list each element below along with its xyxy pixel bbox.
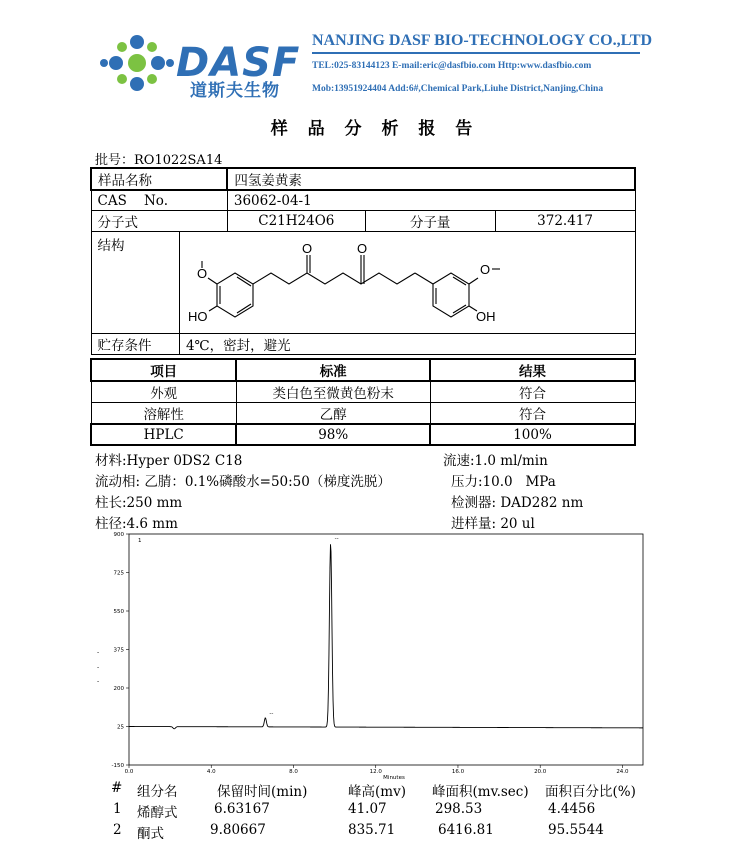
company-name: NANJING DASF BIO-TECHNOLOGY CO.,LTD xyxy=(312,32,640,54)
logo-dot xyxy=(147,42,157,52)
sample-name-value: 四氢姜黄素 xyxy=(227,168,635,190)
report-title: 样 品 分 析 报 告 xyxy=(270,119,480,139)
chromatogram xyxy=(95,527,655,782)
results-header-cell: 保留时间(min) xyxy=(217,784,308,800)
structure-label: 结构 xyxy=(91,232,179,334)
logo-dot xyxy=(128,54,146,72)
hydroxyl-right: OH xyxy=(475,308,496,324)
results-cell: 2 xyxy=(113,822,122,838)
table-cell: 乙醇 xyxy=(236,403,430,425)
carbonyl-o-1: O xyxy=(301,240,313,256)
dasf-logo xyxy=(92,28,182,98)
flow-rate: 流速:1.0 ml/min xyxy=(443,453,548,469)
col-header-item: 项目 xyxy=(91,359,236,381)
logo-dot xyxy=(166,59,174,67)
storage-label: 贮存条件 xyxy=(91,334,179,355)
x-tick-label: 0.0 xyxy=(124,769,134,775)
table-cell: 类白色至微黄色粉末 xyxy=(236,381,430,403)
sample-name-label: 样品名称 xyxy=(91,168,227,190)
y-axis-dash: - xyxy=(97,664,100,671)
table-row xyxy=(91,381,635,403)
results-header-cell: 组分名 xyxy=(137,784,178,800)
x-tick-label: 20.0 xyxy=(534,769,547,775)
results-header-cell: # xyxy=(111,780,123,796)
x-tick-label: 8.0 xyxy=(289,769,298,775)
column-material: 材料:Hyper 0DS2 C18 xyxy=(95,453,243,469)
formula-label: 分子式 xyxy=(91,211,227,232)
y-tick-label: 900 xyxy=(113,532,124,538)
test-results-table xyxy=(90,358,636,446)
carbonyl-o-2: O xyxy=(356,240,368,256)
results-header-cell: 面积百分比(%) xyxy=(545,784,636,800)
contact-line-1: TEL:025-83144123 E-mail:eric@dasfbio.com Http:www.dasfbio.com xyxy=(312,61,592,71)
results-cell: 95.5544 xyxy=(548,822,604,838)
table-cell: 100% xyxy=(430,424,635,445)
results-cell: 6416.81 xyxy=(438,822,494,838)
x-axis-label: Minutes xyxy=(383,775,405,781)
column-length: 柱长:250 mm xyxy=(95,495,183,511)
y-axis-dash: - xyxy=(97,649,100,656)
x-tick-label: 16.0 xyxy=(451,769,465,775)
logo-dot xyxy=(117,42,127,52)
results-cell: 298.53 xyxy=(435,801,483,817)
results-cell: 9.80667 xyxy=(210,822,266,838)
x-tick-label: 4.0 xyxy=(206,769,216,775)
logo-dot xyxy=(109,56,123,70)
methoxy-o-right: O xyxy=(479,261,491,277)
table-row xyxy=(91,168,635,190)
logo-dot xyxy=(117,74,127,84)
table-cell: 溶解性 xyxy=(91,403,236,425)
results-cell: 6.63167 xyxy=(214,801,270,817)
logo-dot xyxy=(130,35,144,49)
hydroxyl-left: HO xyxy=(187,308,208,324)
table-cell: 符合 xyxy=(430,381,635,403)
table-row xyxy=(91,190,635,211)
formula-value: C21H24O6 xyxy=(227,211,365,232)
table-row xyxy=(91,403,635,425)
y-tick-label: -150 xyxy=(111,763,124,769)
y-tick-label: 550 xyxy=(113,609,124,615)
table-cell: 外观 xyxy=(91,381,236,403)
y-tick-label: 375 xyxy=(113,647,124,654)
results-cell: 835.71 xyxy=(348,822,396,838)
mobile-phase: 流动相: 乙腈：0.1%磷酸水=50:50（梯度洗脱） xyxy=(95,474,391,490)
table-cell: 符合 xyxy=(430,403,635,425)
logo-dot xyxy=(147,74,157,84)
results-cell: 4.4456 xyxy=(548,801,596,817)
start-marker: 1 xyxy=(138,538,142,544)
logo-dot xyxy=(151,56,165,70)
brand-name-cn: 道斯夫生物 xyxy=(190,81,280,101)
cas-label: CAS No. xyxy=(91,190,227,211)
peak-label: -- xyxy=(334,535,339,542)
detector: 检测器: DAD282 nm xyxy=(451,495,584,511)
table-row xyxy=(91,232,635,334)
results-cell: 烯醇式 xyxy=(137,805,178,821)
methoxy-o-left: O xyxy=(196,265,208,281)
peak-label: -- xyxy=(269,710,274,717)
results-header-cell: 峰面积(mv.sec) xyxy=(432,784,529,800)
cas-value: 36062-04-1 xyxy=(227,190,635,211)
results-header-cell: 峰高(mv) xyxy=(348,784,406,800)
table-row xyxy=(91,334,635,355)
y-tick-label: 200 xyxy=(113,686,124,692)
plot-frame xyxy=(129,534,643,765)
y-tick-label: 25 xyxy=(117,724,124,731)
table-header-row xyxy=(91,359,635,381)
chemical-structure xyxy=(180,233,630,333)
batch-number: 批号：RO1022SA14 xyxy=(95,153,223,168)
sample-info-table xyxy=(90,167,636,355)
x-tick-label: 12.0 xyxy=(369,769,382,775)
y-axis-dash: - xyxy=(97,678,100,685)
results-cell: 酮式 xyxy=(137,826,164,842)
chromatogram-trace xyxy=(129,544,643,729)
table-cell: HPLC xyxy=(91,424,236,445)
table-cell: 98% xyxy=(236,424,430,445)
x-tick-label: 24.0 xyxy=(616,769,629,775)
storage-value: 4℃，密封，避光 xyxy=(179,334,635,355)
logo-dot xyxy=(100,59,108,67)
results-cell: 41.07 xyxy=(348,801,387,817)
col-header-standard: 标准 xyxy=(236,359,430,381)
mw-value: 372.417 xyxy=(495,211,635,232)
table-row xyxy=(91,211,635,232)
contact-line-2: Mob:13951924404 Add:6#,Chemical Park,Liuhe District,Nanjing,China xyxy=(312,84,604,94)
pressure: 压力:10.0 MPa xyxy=(451,474,556,490)
column-diameter: 柱径:4.6 mm xyxy=(95,516,178,532)
logo-dot xyxy=(130,77,144,91)
col-header-result: 结果 xyxy=(430,359,635,381)
y-tick-label: 725 xyxy=(113,570,124,577)
injection-volume: 进样量: 20 ul xyxy=(451,516,535,532)
structure-cell xyxy=(179,232,635,334)
mw-label: 分子量 xyxy=(365,211,495,232)
brand-name: DASF xyxy=(176,40,301,86)
table-row xyxy=(91,424,635,445)
results-cell: 1 xyxy=(113,801,122,817)
